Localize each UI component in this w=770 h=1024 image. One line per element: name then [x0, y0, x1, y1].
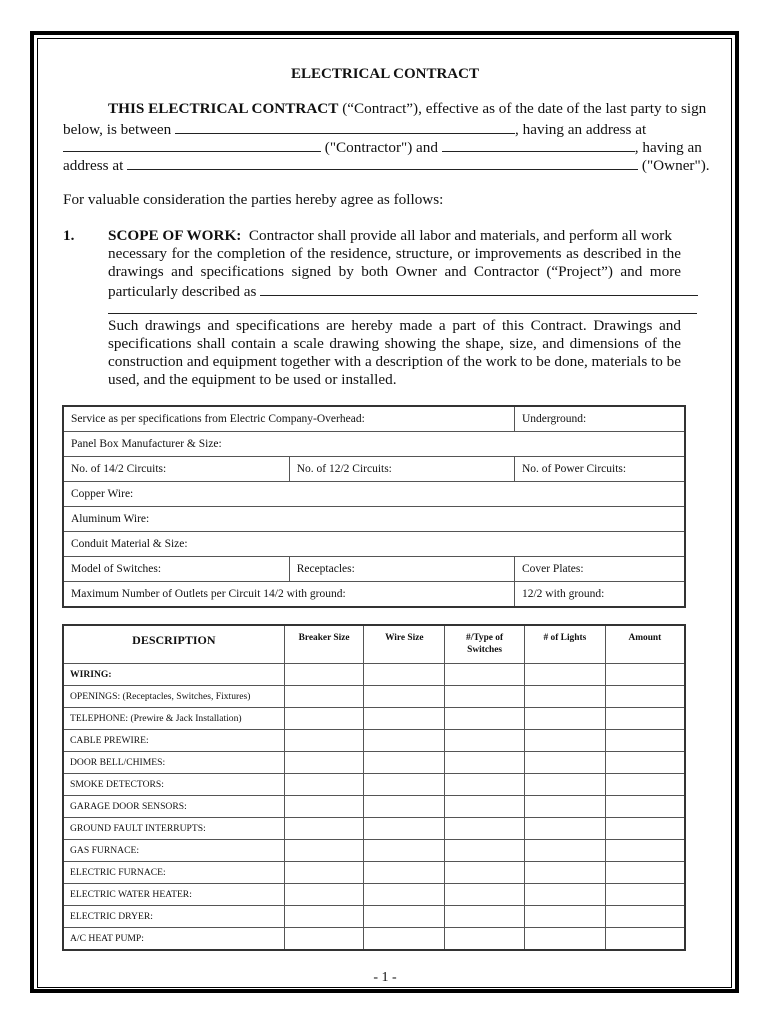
cell-switches[interactable]	[445, 884, 525, 906]
section1-line-3: drawings and specifications signed by both Owner and Contractor (“Project”) and more	[108, 263, 681, 280]
table-row	[63, 557, 685, 582]
intro-line-4: address at ("Owner").	[63, 157, 710, 174]
cell-breaker-size[interactable]	[284, 708, 364, 730]
owner-name-field[interactable]	[442, 137, 635, 152]
table-row	[63, 664, 685, 686]
cell-lights[interactable]	[525, 906, 606, 928]
column-header-wire-size: Wire Size	[364, 625, 445, 664]
section1-para2-line-2: specifications shall contain a scale drawing showing the shape, size, and dimensions of the	[108, 335, 681, 352]
cell-wire-size[interactable]	[364, 664, 445, 686]
contractor-address-field[interactable]	[63, 137, 321, 152]
row-description: TELEPHONE: (Prewire & Jack Installation)	[63, 708, 284, 730]
table-header-row	[63, 625, 685, 664]
project-description-field-line-2[interactable]	[108, 313, 697, 314]
spec-cell[interactable]: Receptacles:	[289, 557, 514, 582]
cell-wire-size[interactable]	[364, 686, 445, 708]
spec-cell[interactable]: Panel Box Manufacturer & Size:	[63, 432, 685, 457]
cell-lights[interactable]	[525, 664, 606, 686]
cell-wire-size[interactable]	[364, 796, 445, 818]
spec-cell[interactable]: 12/2 with ground:	[514, 582, 685, 608]
table-row	[63, 928, 685, 951]
cell-breaker-size[interactable]	[284, 840, 364, 862]
cell-switches[interactable]	[445, 774, 525, 796]
cell-switches[interactable]	[445, 818, 525, 840]
cell-switches[interactable]	[445, 664, 525, 686]
cell-breaker-size[interactable]	[284, 906, 364, 928]
cell-wire-size[interactable]	[364, 818, 445, 840]
table-row	[63, 774, 685, 796]
row-description: A/C HEAT PUMP:	[63, 928, 284, 951]
cell-amount[interactable]	[605, 796, 685, 818]
section-heading: SCOPE OF WORK:	[108, 227, 242, 244]
row-description: OPENINGS: (Receptacles, Switches, Fixtures)	[63, 686, 284, 708]
cell-breaker-size[interactable]	[284, 818, 364, 840]
table-row	[63, 796, 685, 818]
cell-lights[interactable]	[525, 774, 606, 796]
table-row	[63, 862, 685, 884]
column-header-lights: # of Lights	[525, 625, 606, 664]
section1-para2-line-4: used, and the equipment to be used or installed.	[108, 371, 397, 388]
cell-lights[interactable]	[525, 708, 606, 730]
cell-amount[interactable]	[605, 884, 685, 906]
cell-breaker-size[interactable]	[284, 774, 364, 796]
section-number: 1.	[63, 227, 75, 244]
intro-line-1: THIS ELECTRICAL CONTRACT (“Contract”), effective as of the date of the last party to sign	[108, 100, 707, 117]
spec-cell[interactable]: Maximum Number of Outlets per Circuit 14/2 with ground:	[63, 582, 514, 608]
cell-wire-size[interactable]	[364, 708, 445, 730]
cell-lights[interactable]	[525, 884, 606, 906]
table-row	[63, 406, 685, 432]
intro-lead: THIS ELECTRICAL CONTRACT	[108, 100, 339, 117]
cell-switches[interactable]	[445, 796, 525, 818]
cell-breaker-size[interactable]	[284, 884, 364, 906]
column-header-switches: #/Type of Switches	[445, 625, 525, 664]
cell-amount[interactable]	[605, 818, 685, 840]
spec-cell[interactable]: Copper Wire:	[63, 482, 685, 507]
row-description: ELECTRIC DRYER:	[63, 906, 284, 928]
cell-amount[interactable]	[605, 752, 685, 774]
row-description: SMOKE DETECTORS:	[63, 774, 284, 796]
cell-lights[interactable]	[525, 840, 606, 862]
cell-amount[interactable]	[605, 708, 685, 730]
cell-lights[interactable]	[525, 818, 606, 840]
row-description: ELECTRIC WATER HEATER:	[63, 884, 284, 906]
cell-switches[interactable]	[445, 708, 525, 730]
table-row	[63, 884, 685, 906]
project-description-field[interactable]	[260, 281, 698, 296]
cell-amount[interactable]	[605, 664, 685, 686]
table-row	[63, 818, 685, 840]
spec-cell[interactable]: No. of 14/2 Circuits:	[63, 457, 289, 482]
row-description: CABLE PREWIRE:	[63, 730, 284, 752]
spec-cell[interactable]: No. of Power Circuits:	[514, 457, 685, 482]
table-row	[63, 752, 685, 774]
cell-lights[interactable]	[525, 686, 606, 708]
cell-lights[interactable]	[525, 796, 606, 818]
cell-wire-size[interactable]	[364, 862, 445, 884]
cell-breaker-size[interactable]	[284, 686, 364, 708]
cell-switches[interactable]	[445, 906, 525, 928]
section1-line-1: SCOPE OF WORK: Contractor shall provide all labor and materials, and perform all work	[108, 227, 672, 244]
cell-amount[interactable]	[605, 686, 685, 708]
cell-switches[interactable]	[445, 730, 525, 752]
cell-amount[interactable]	[605, 730, 685, 752]
cell-wire-size[interactable]	[364, 884, 445, 906]
table-row	[63, 686, 685, 708]
spec-cell[interactable]: Model of Switches:	[63, 557, 289, 582]
cell-lights[interactable]	[525, 752, 606, 774]
table-row	[63, 507, 685, 532]
spec-cell[interactable]: Underground:	[514, 406, 685, 432]
spec-cell[interactable]: Aluminum Wire:	[63, 507, 685, 532]
cell-wire-size[interactable]	[364, 730, 445, 752]
cell-amount[interactable]	[605, 906, 685, 928]
service-spec-table	[62, 405, 686, 608]
spec-cell[interactable]: Cover Plates:	[514, 557, 685, 582]
owner-address-field[interactable]	[127, 155, 638, 170]
table-row	[63, 532, 685, 557]
cell-breaker-size[interactable]	[284, 664, 364, 686]
cell-breaker-size[interactable]	[284, 796, 364, 818]
table-row	[63, 432, 685, 457]
row-description: GROUND FAULT INTERRUPTS:	[63, 818, 284, 840]
row-description: DOOR BELL/CHIMES:	[63, 752, 284, 774]
section1-para2-line-3: construction and equipment together with a description of the work to be done, materials to be	[108, 353, 681, 370]
cell-amount[interactable]	[605, 774, 685, 796]
intro-line-2: below, is between , having an address at	[63, 121, 647, 138]
spec-cell[interactable]: Service as per specifications from Electric Company-Overhead:	[63, 406, 514, 432]
cell-wire-size[interactable]	[364, 906, 445, 928]
table-row	[63, 906, 685, 928]
column-header-breaker-size: Breaker Size	[284, 625, 364, 664]
cell-breaker-size[interactable]	[284, 862, 364, 884]
consideration-text: For valuable consideration the parties hereby agree as follows:	[63, 191, 444, 208]
cell-wire-size[interactable]	[364, 840, 445, 862]
work-description-table	[62, 624, 686, 951]
row-description: WIRING:	[63, 664, 284, 686]
cell-wire-size[interactable]	[364, 928, 445, 951]
contractor-name-field[interactable]	[175, 119, 515, 134]
table-row	[63, 457, 685, 482]
cell-breaker-size[interactable]	[284, 928, 364, 951]
cell-amount[interactable]	[605, 862, 685, 884]
cell-switches[interactable]	[445, 686, 525, 708]
cell-wire-size[interactable]	[364, 774, 445, 796]
table-row	[63, 708, 685, 730]
table-row	[63, 840, 685, 862]
spec-cell[interactable]: No. of 12/2 Circuits:	[289, 457, 514, 482]
table-row	[63, 730, 685, 752]
column-header-description: DESCRIPTION	[63, 625, 284, 664]
table-row	[63, 482, 685, 507]
cell-amount[interactable]	[605, 928, 685, 951]
section1-para2-line-1: Such drawings and specifications are hereby made a part of this Contract. Drawings and	[108, 317, 681, 334]
cell-switches[interactable]	[445, 840, 525, 862]
cell-switches[interactable]	[445, 862, 525, 884]
page-number: - 1 -	[373, 970, 397, 985]
cell-breaker-size[interactable]	[284, 730, 364, 752]
row-description: GAS FURNACE:	[63, 840, 284, 862]
cell-lights[interactable]	[525, 928, 606, 951]
intro-line-3: ("Contractor") and , having an	[63, 137, 702, 157]
section1-line-2: necessary for the completion of the residence, structure, or improvements as described in the	[108, 245, 681, 262]
section1-line-4: particularly described as	[108, 281, 698, 301]
row-description: GARAGE DOOR SENSORS:	[63, 796, 284, 818]
cell-lights[interactable]	[525, 862, 606, 884]
cell-amount[interactable]	[605, 840, 685, 862]
row-description: ELECTRIC FURNACE:	[63, 862, 284, 884]
document-title: ELECTRICAL CONTRACT	[291, 66, 479, 82]
table-row	[63, 582, 685, 608]
cell-lights[interactable]	[525, 730, 606, 752]
cell-switches[interactable]	[445, 928, 525, 951]
cell-breaker-size[interactable]	[284, 752, 364, 774]
cell-switches[interactable]	[445, 752, 525, 774]
spec-cell[interactable]: Conduit Material & Size:	[63, 532, 685, 557]
cell-wire-size[interactable]	[364, 752, 445, 774]
column-header-amount: Amount	[605, 625, 685, 664]
